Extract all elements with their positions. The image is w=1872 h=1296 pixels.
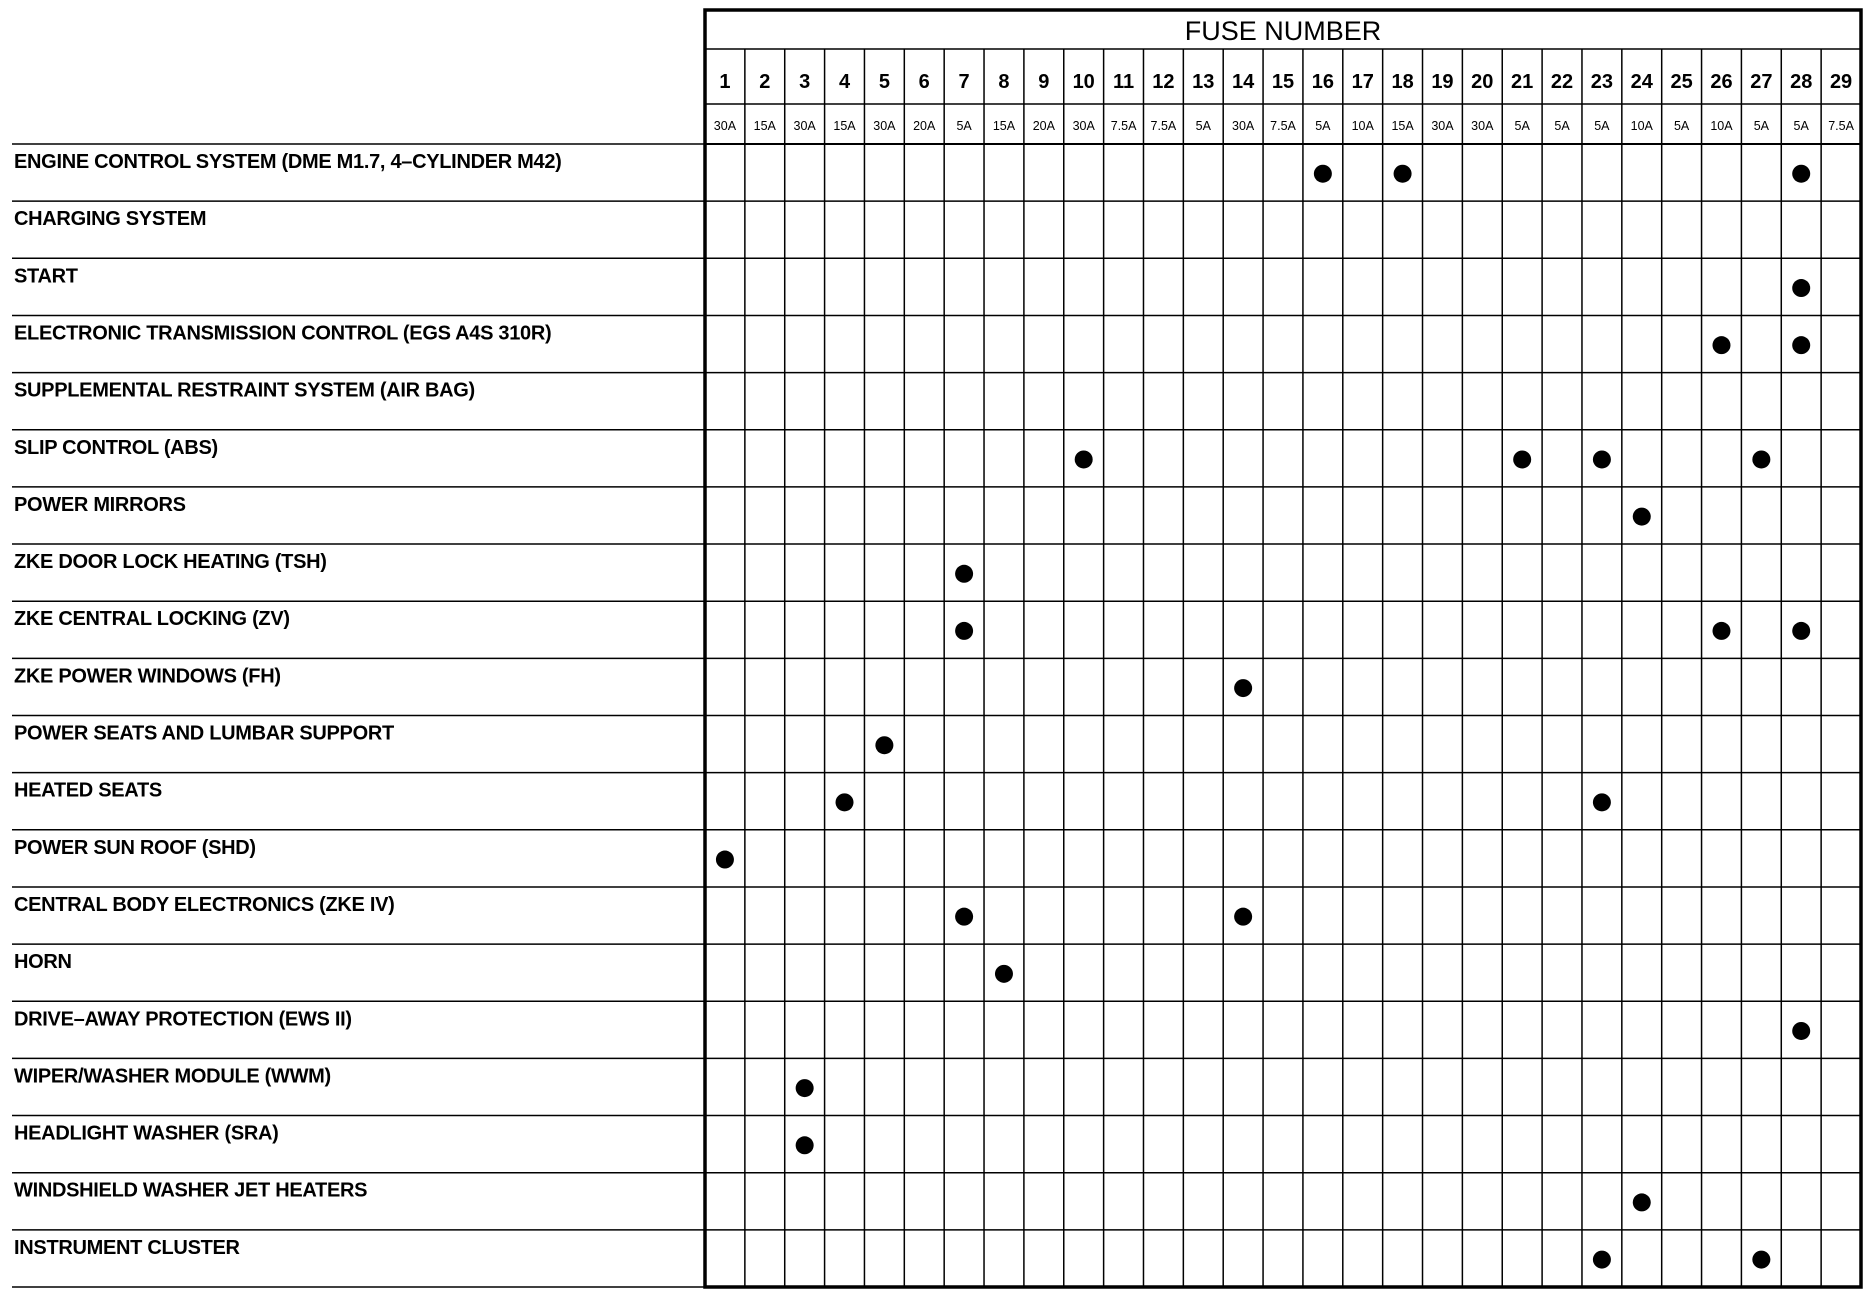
fuse-amperage: 10A bbox=[1710, 119, 1733, 133]
fuse-number: 21 bbox=[1511, 71, 1534, 93]
fuse-marker-dot bbox=[1752, 450, 1770, 468]
fuse-marker-dot bbox=[1394, 165, 1412, 183]
fuse-marker-dot bbox=[1792, 336, 1810, 354]
fuse-number: 13 bbox=[1192, 71, 1215, 93]
fuse-amperage: 7.5A bbox=[1110, 119, 1137, 133]
fuse-number: 2 bbox=[759, 71, 771, 93]
fuse-number: 9 bbox=[1038, 71, 1050, 93]
fuse-number: 19 bbox=[1431, 71, 1454, 93]
system-label: HEATED SEATS bbox=[14, 779, 162, 802]
fuse-number: 14 bbox=[1232, 71, 1255, 93]
fuse-number: 27 bbox=[1750, 71, 1773, 93]
fuse-amperage: 5A bbox=[1514, 119, 1530, 133]
fuse-number: 29 bbox=[1829, 71, 1853, 93]
fuse-amperage: 7.5A bbox=[1828, 119, 1854, 133]
fuse-marker-dot bbox=[1633, 1193, 1651, 1211]
fuse-marker-dot bbox=[1792, 165, 1810, 183]
fuse-amperage: 15A bbox=[833, 119, 856, 133]
fuse-marker-dot bbox=[1593, 1251, 1611, 1269]
fuse-amperage: 30A bbox=[1232, 119, 1255, 133]
fuse-amperage: 30A bbox=[793, 119, 816, 133]
fuse-marker-dot bbox=[955, 908, 973, 926]
system-label: HORN bbox=[14, 951, 72, 974]
system-label: SUPPLEMENTAL RESTRAINT SYSTEM (AIR BAG) bbox=[14, 379, 475, 402]
fuse-number: 6 bbox=[918, 71, 930, 93]
system-label: START bbox=[14, 265, 78, 288]
fuse-amperage: 5A bbox=[1195, 119, 1211, 133]
fuse-amperage: 30A bbox=[1471, 119, 1494, 133]
fuse-marker-dot bbox=[1314, 165, 1332, 183]
system-label: ZKE POWER WINDOWS (FH) bbox=[14, 665, 281, 688]
system-label: CHARGING SYSTEM bbox=[14, 208, 207, 231]
fuse-number: 24 bbox=[1630, 71, 1653, 93]
system-label: ZKE CENTRAL LOCKING (ZV) bbox=[14, 608, 290, 631]
fuse-marker-dot bbox=[1234, 908, 1252, 926]
fuse-marker-dot bbox=[875, 736, 893, 754]
fuse-marker-dot bbox=[1792, 279, 1810, 297]
fuse-amperage: 5A bbox=[1753, 119, 1769, 133]
fuse-number: 5 bbox=[878, 71, 890, 93]
fuse-number: 16 bbox=[1311, 71, 1334, 93]
fuse-marker-dot bbox=[716, 851, 734, 869]
fuse-number: 25 bbox=[1670, 71, 1693, 93]
system-label: POWER SEATS AND LUMBAR SUPPORT bbox=[14, 722, 394, 745]
fuse-number: 17 bbox=[1351, 71, 1374, 93]
fuse-marker-dot bbox=[1593, 450, 1611, 468]
system-label: CENTRAL BODY ELECTRONICS (ZKE IV) bbox=[14, 893, 395, 916]
fuse-marker-dot bbox=[1712, 336, 1730, 354]
system-label: HEADLIGHT WASHER (SRA) bbox=[14, 1122, 279, 1145]
fuse-amperage: 30A bbox=[1072, 119, 1095, 133]
fuse-amperage: 15A bbox=[753, 119, 776, 133]
fuse-amperage: 7.5A bbox=[1270, 119, 1296, 133]
fuse-number: 7 bbox=[958, 71, 970, 93]
fuse-marker-dot bbox=[796, 1079, 814, 1097]
fuse-marker-dot bbox=[1234, 679, 1252, 697]
fuse-amperage: 10A bbox=[1351, 119, 1374, 133]
fuse-amperage-row bbox=[714, 119, 1855, 133]
fuse-number: 12 bbox=[1152, 71, 1175, 93]
fuse-amperage: 30A bbox=[1431, 119, 1454, 133]
system-label: WINDSHIELD WASHER JET HEATERS bbox=[14, 1179, 368, 1202]
fuse-number: 18 bbox=[1391, 71, 1414, 93]
fuse-amperage: 10A bbox=[1630, 119, 1653, 133]
fuse-number: 15 bbox=[1271, 71, 1295, 93]
system-label: POWER SUN ROOF (SHD) bbox=[14, 836, 256, 859]
system-label: INSTRUMENT CLUSTER bbox=[14, 1236, 240, 1259]
fuse-number: 11 bbox=[1112, 71, 1135, 93]
fuse-amperage: 5A bbox=[1793, 119, 1809, 133]
fuse-number: 20 bbox=[1471, 71, 1494, 93]
fuse-amperage: 15A bbox=[1391, 119, 1414, 133]
fuse-number-row bbox=[719, 71, 1852, 93]
fuse-marker-dot bbox=[1513, 450, 1531, 468]
fuse-amperage: 20A bbox=[913, 119, 936, 133]
fuse-amperage: 5A bbox=[1673, 119, 1690, 133]
fuse-amperage: 5A bbox=[1315, 119, 1331, 133]
fuse-amperage: 5A bbox=[956, 119, 972, 133]
fuse-amperage: 30A bbox=[873, 119, 896, 133]
fuse-marker-dot bbox=[995, 965, 1013, 983]
fuse-number: 28 bbox=[1790, 71, 1813, 93]
fuse-number: 8 bbox=[998, 71, 1010, 93]
fuse-marker-dot bbox=[1792, 622, 1810, 640]
system-label: WIPER/WASHER MODULE (WWM) bbox=[14, 1065, 331, 1088]
system-label: SLIP CONTROL (ABS) bbox=[14, 436, 218, 459]
fuse-number: 1 bbox=[719, 71, 731, 93]
fuse-marker-dot bbox=[796, 1136, 814, 1154]
fuse-number-header: FUSE NUMBER bbox=[1184, 16, 1382, 46]
fuse-marker-dot bbox=[955, 565, 973, 583]
system-label: ZKE DOOR LOCK HEATING (TSH) bbox=[14, 551, 327, 574]
system-label: ENGINE CONTROL SYSTEM (DME M1.7, 4–CYLINDER M42) bbox=[14, 151, 562, 173]
fuse-marker-dot bbox=[1752, 1251, 1770, 1269]
fuse-marker-dot bbox=[1712, 622, 1730, 640]
fuse-number: 3 bbox=[799, 71, 811, 93]
fuse-amperage: 7.5A bbox=[1150, 119, 1177, 133]
fuse-number: 23 bbox=[1590, 71, 1614, 93]
fuse-amperage: 5A bbox=[1554, 119, 1570, 133]
system-label: POWER MIRRORS bbox=[14, 493, 186, 516]
fuse-number: 10 bbox=[1072, 71, 1095, 93]
fuse-marker-dot bbox=[955, 622, 973, 640]
fuse-amperage: 20A bbox=[1032, 119, 1055, 133]
fuse-amperage: 5A bbox=[1594, 119, 1610, 133]
system-label: DRIVE–AWAY PROTECTION (EWS II) bbox=[14, 1008, 352, 1031]
fuse-number: 22 bbox=[1550, 71, 1574, 93]
fuse-marker-dot bbox=[836, 793, 854, 811]
fuse-marker-dot bbox=[1075, 450, 1093, 468]
fuse-number: 4 bbox=[838, 71, 851, 93]
system-label: ELECTRONIC TRANSMISSION CONTROL (EGS A4S 310R) bbox=[14, 322, 552, 345]
fuse-marker-dot bbox=[1593, 793, 1611, 811]
fuse-marker-dot bbox=[1792, 1022, 1810, 1040]
fuse-number: 26 bbox=[1710, 71, 1733, 93]
fuse-amperage: 30A bbox=[713, 119, 737, 133]
fuse-amperage: 15A bbox=[992, 119, 1016, 133]
fuse-marker-dot bbox=[1633, 508, 1651, 526]
